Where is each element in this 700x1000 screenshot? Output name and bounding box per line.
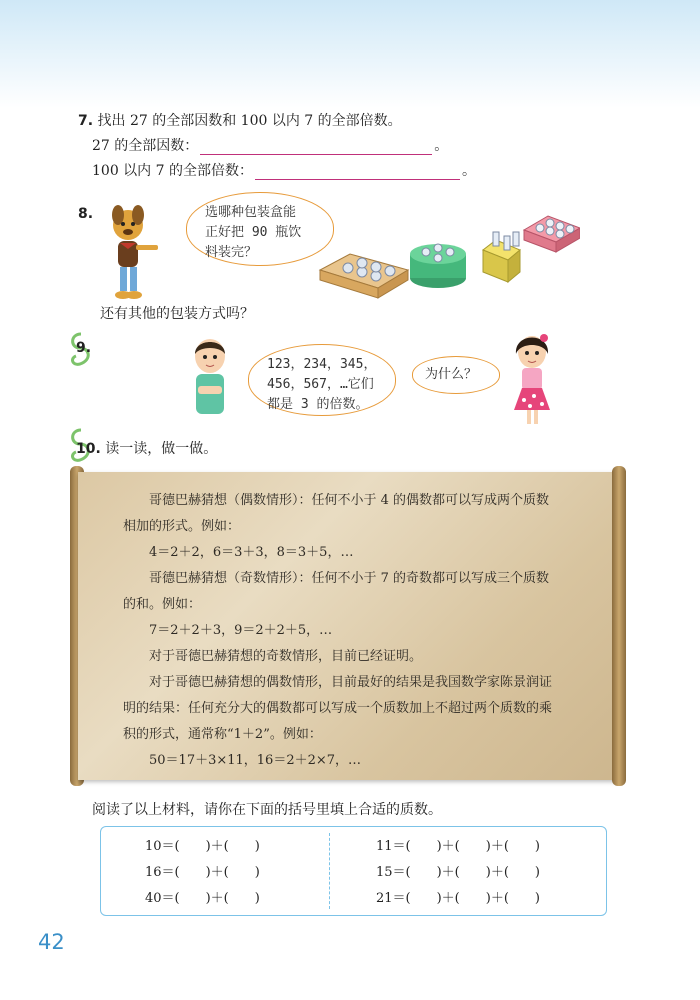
equation-40[interactable]: 40＝( )＋( ) [145,891,260,906]
boy-character-illustration [186,336,234,420]
q7-multiples-answer-line[interactable] [255,165,460,180]
girl-character-illustration [500,330,560,430]
scroll-line: 对于哥德巴赫猜想的偶数情形，目前最好的结果是我国数学家陈景润证 [149,675,553,690]
q7-prompt-line [78,110,402,130]
answer-box [100,826,607,916]
q9-number-line [76,340,91,356]
goldbach-scroll-panel [78,472,622,780]
q8-followup: 还有其他的包装方式吗？ [100,306,254,322]
q7-number: 7. [78,113,94,129]
q9-boy-bubble-line: 456，567，…它们 [267,377,374,392]
q7-line1 [92,135,448,155]
q10-prompt-line [76,438,217,458]
q8-bubble-line: 料装完？ [205,245,258,260]
scroll-line: 的和。例如： [123,597,202,612]
scroll-line: 相加的形式。例如： [123,519,241,534]
q7-factors-answer-line[interactable] [200,140,432,155]
scroll-line: 明的结果：任何充分大的偶数都可以写成一个质数加上不超过两个质数的乘 [123,701,553,716]
q9-boy-bubble-line: 都是 3 的倍数。 [267,397,369,412]
q7-line1-end: 。 [434,138,449,154]
packaging-boxes-illustration [318,208,580,300]
equation-10[interactable]: 10＝( )＋( ) [145,839,260,854]
q10-instruction: 阅读了以上材料，请你在下面的括号里填上合适的质数。 [92,802,442,818]
q7-line1-label: 27 的全部因数： [92,138,199,154]
scroll-line: 哥德巴赫猜想（奇数情形）：任何不小于 7 的奇数都可以写成三个质数 [149,571,550,586]
equation-15[interactable]: 15＝( )＋( )＋( ) [376,865,540,880]
q7-line2-end: 。 [461,163,476,179]
scroll-right-roller [612,466,626,786]
scroll-text [123,488,607,774]
q7-line2-label: 100 以内 7 的全部倍数： [92,163,253,179]
q9-girl-speech-bubble [412,356,500,394]
page-number: 42 [38,930,65,954]
equation-11[interactable]: 11＝( )＋( )＋( ) [376,839,540,854]
q8-speech-bubble [186,192,334,266]
q8-number-line [78,206,93,222]
scroll-line: 哥德巴赫猜想（偶数情形）：任何不小于 4 的偶数都可以写成两个质数 [149,493,550,508]
q7-prompt: 找出 27 的全部因数和 100 以内 7 的全部倍数。 [97,113,402,129]
dog-character-illustration [98,205,168,303]
q7-line2 [92,160,476,180]
q10-number: 10. [76,441,101,457]
scroll-line: 4＝2＋2，6＝3＋3，8＝3＋5，… [149,545,354,560]
answer-divider [329,833,330,909]
q9-girl-bubble-text: 为什么？ [425,367,478,382]
scroll-line: 50＝17＋3×11，16＝2＋2×7，… [149,753,362,768]
equation-16[interactable]: 16＝( )＋( ) [145,865,260,880]
q8-bubble-line: 正好把 90 瓶饮 [205,225,302,240]
q9-boy-bubble-line: 123，234，345， [267,357,377,372]
scroll-line: 积的形式，通常称“1＋2”。例如： [123,727,322,742]
q8-bubble-line: 选哪种包装盒能 [205,205,297,220]
q8-number: 8. [78,206,94,222]
scroll-line: 对于哥德巴赫猜想的奇数情形，目前已经证明。 [149,649,423,664]
q10-prompt: 读一读，做一做。 [105,441,218,457]
equation-21[interactable]: 21＝( )＋( )＋( ) [376,891,540,906]
header-band [0,0,700,108]
q9-boy-speech-bubble [248,344,396,416]
q9-number: 9. [76,340,92,356]
scroll-line: 7＝2＋2＋3，9＝2＋2＋5，… [149,623,333,638]
